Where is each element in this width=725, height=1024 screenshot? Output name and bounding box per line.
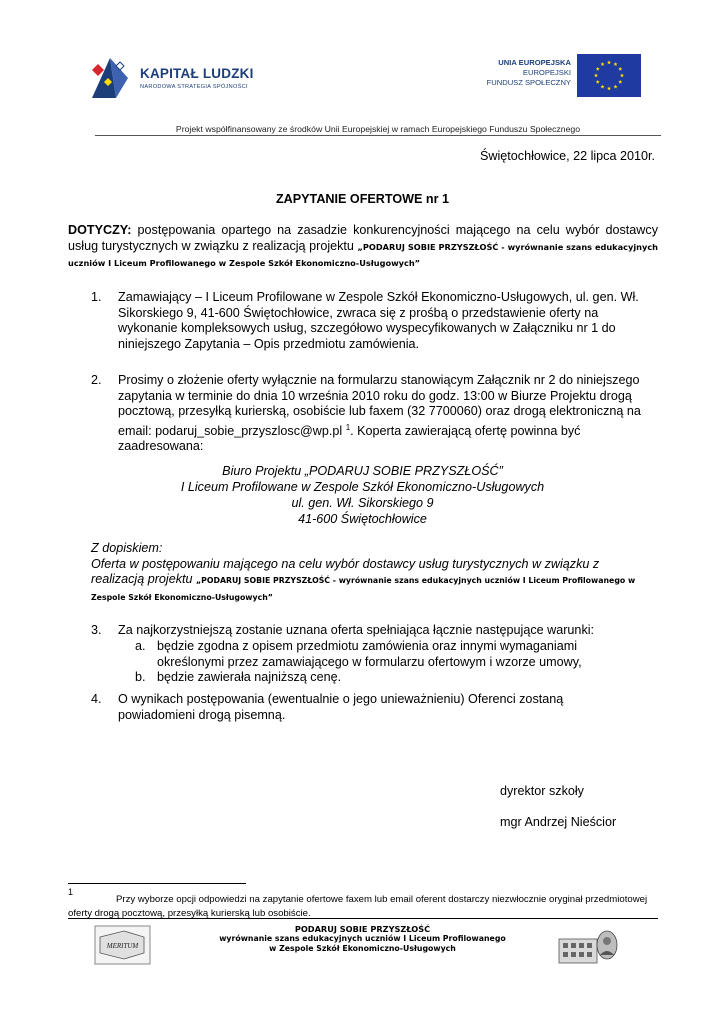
mailing-address — [100, 463, 625, 527]
address-line: Biuro Projektu „PODARUJ SOBIE PRZYSZŁOŚĆ” — [222, 464, 503, 478]
footer-line2: wyrównanie szans edukacyjnych uczniów I Liceum Profilowanego — [219, 934, 506, 943]
eu-flag-icon — [577, 54, 641, 97]
eu-line2: EUROPEJSKI — [522, 68, 571, 77]
annotation-text — [91, 557, 651, 606]
footer-divider — [68, 918, 658, 919]
list-item — [91, 692, 651, 726]
address-line: 41-600 Świętochłowice — [298, 512, 427, 526]
meritum-logo-icon — [94, 925, 151, 965]
list-item — [91, 290, 651, 356]
eu-line1: UNIA EUROPEJSKA — [498, 58, 571, 67]
kapital-ludzki-subtitle: NARODOWA STRATEGIA SPÓJNOŚCI — [140, 84, 248, 90]
signature-role: dyrektor szkoły — [500, 784, 584, 798]
item-text-part: . Koperta zawierającą ofertę powinna być zaadresowana: — [118, 423, 581, 454]
item-text: O wynikach postępowania (ewentualnie o jego unieważnieniu) Oferenci zostaną powiadomieni drogą pisemną. — [118, 692, 564, 722]
header-divider — [95, 135, 661, 136]
annotation-label: Z dopiskiem: — [91, 541, 163, 555]
condition-letter: a. — [135, 639, 146, 653]
envelope-annotation — [91, 541, 651, 605]
condition-item — [135, 639, 615, 671]
footnote-number: 1 — [68, 887, 74, 897]
footer-line3: w Zespole Szkół Ekonomiczno-Usługowych — [269, 944, 456, 953]
item-text: Zamawiający – I Liceum Profilowane w Zespole Szkół Ekonomiczno-Usługowych, ul. gen. Wł. Sikorskiego 9, 41-600 Świętochłowice, zwraca się z prośbą o przedstawienie oferty na wykonanie kompleksowych usług, szczegółowo wyspecyfikowanych w Załączniku nr 1 do niniejszego Zapytania – Opis przedmiotu zamówienia. — [118, 290, 639, 351]
item-number: 2. — [91, 373, 102, 387]
kapital-ludzki-logo — [90, 48, 260, 106]
eu-label — [487, 58, 571, 88]
item-number: 1. — [91, 290, 102, 304]
annotation-body: Oferta w postępowaniu mającego na celu wybór dostawcy usług turystycznych w związku z realizacją projektu — [91, 556, 600, 586]
meritum-logo-text: MERITUM — [106, 942, 139, 950]
letter-title: ZAPYTANIE OFERTOWE nr 1 — [275, 192, 450, 206]
subject-label: DOTYCZY: — [68, 223, 132, 237]
kapital-ludzki-emblem-icon — [90, 54, 136, 100]
condition-item — [135, 670, 615, 688]
cofinancing-note: Projekt współfinansowany ze środków Unii Europejskiej w ramach Europejskiego Funduszu Społecznego — [175, 124, 581, 134]
list-item — [91, 373, 651, 453]
address-line: I Liceum Profilowane w Zespole Szkół Ekonomiczno-Usługowych — [180, 480, 545, 494]
item-number: 3. — [91, 623, 102, 637]
footnote-divider — [68, 883, 246, 884]
annotation-project: „PODARUJ SOBIE PRZYSZŁOŚĆ - wyrównanie szans edukacyjnych uczniów I Liceum Profilowanego w Zespole Szkół Ekonomiczno-Usługowych” — [91, 576, 636, 602]
kapital-ludzki-title: KAPITAŁ LUDZKI — [140, 66, 254, 81]
footer-line1: PODARUJ SOBIE PRZYSZŁOŚĆ — [294, 924, 431, 934]
letter-date: Świętochłowice, 22 lipca 2010r. — [479, 149, 655, 163]
address-line: ul. gen. Wł. Sikorskiego 9 — [291, 496, 434, 510]
signature-name: mgr Andrzej Nieścior — [500, 815, 617, 829]
condition-letter: b. — [135, 670, 146, 684]
footer-project — [150, 924, 575, 954]
school-building-icon — [557, 927, 619, 965]
item-text: Za najkorzystniejszą zostanie uznana oferta spełniająca łącznie następujące warunki: — [118, 623, 595, 637]
project-name: „PODARUJ SOBIE PRZYSZŁOŚĆ - wyrównanie szans edukacyjnych uczniów I Liceum Profilowanego w Zespole Szkół Ekonomiczno-Usługowych” — [68, 241, 658, 268]
item-text-part: Prosimy o złożenie oferty wyłącznie na formularzu stanowiącym Załącznik nr 2 do niniejszego zapytania w terminie do dnia 10 września 2010 roku do godz. 13:00 w Biurze Projektu drogą pocztową, przesyłką kurierską, osobiście lub faxem (32 7700060) oraz drogą elektroniczną na email: podaruj_sobie_przyszlosc@wp.pl — [118, 373, 641, 438]
condition-text: będzie zgodna z opisem przedmiotu zamówienia oraz innymi wymaganiami określonymi przez zamawiającego w formularzu ofertowym i wzorze umowy, — [157, 639, 582, 669]
item-text — [118, 373, 643, 455]
item-number: 4. — [91, 692, 102, 706]
subject-text: postępowania opartego na zasadzie konkurencyjności mającego na celu wybór dostawcy usług turystycznych w związku z realizacją projektu — [68, 223, 658, 253]
condition-text: będzie zawierała najniższą cenę. — [157, 670, 342, 684]
subject-paragraph — [68, 223, 658, 272]
footnote-ref: 1 — [345, 422, 351, 432]
footnote-text: Przy wyborze opcji odpowiedzi na zapytanie ofertowe faxem lub email oferent dostarczy niezwłocznie oryginał przedmiotowej oferty drogą pocztową, przesyłką kurierską lub osobiście. — [68, 894, 648, 919]
eu-line3: FUNDUSZ SPOŁECZNY — [486, 78, 571, 87]
